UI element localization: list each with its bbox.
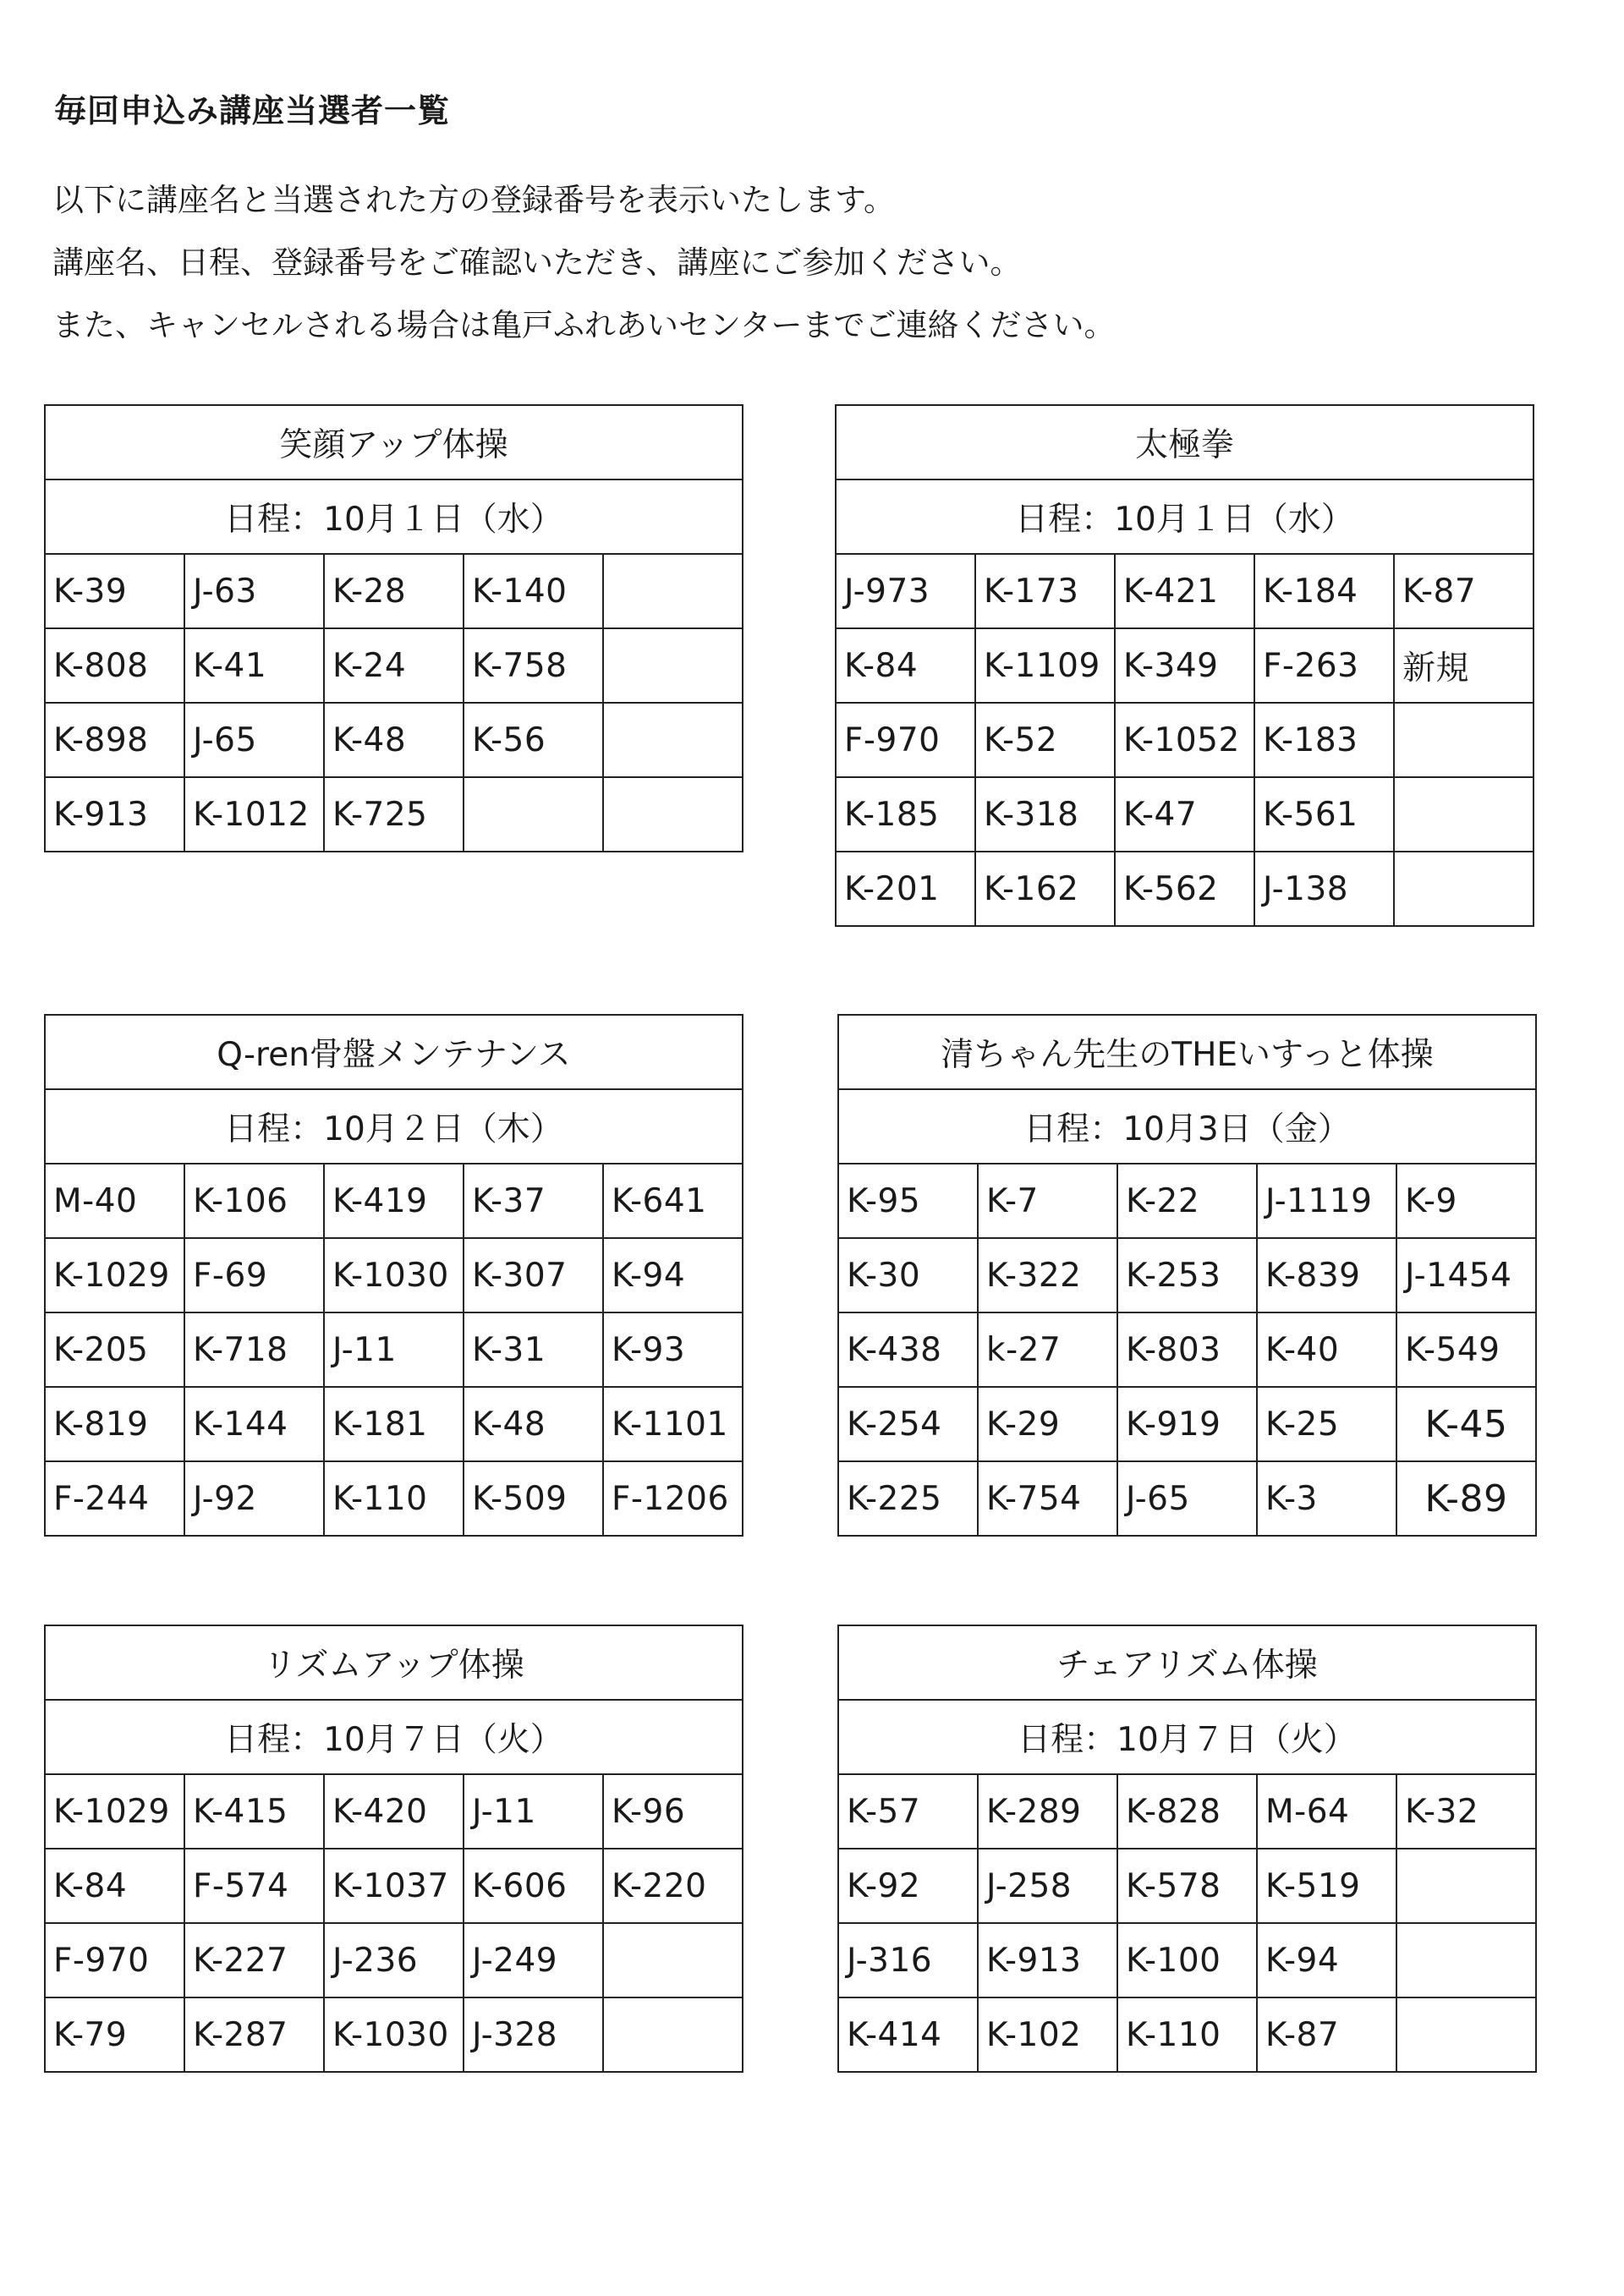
registration-number: K-106 bbox=[184, 1164, 324, 1238]
registration-number: J-63 bbox=[184, 554, 324, 628]
table-row bbox=[45, 1849, 743, 1923]
registration-number: K-420 bbox=[324, 1774, 464, 1849]
course-table-the-isutto bbox=[837, 1014, 1537, 1537]
table-row bbox=[45, 1997, 743, 2072]
registration-number: K-32 bbox=[1396, 1774, 1536, 1849]
registration-number: K-110 bbox=[1117, 1997, 1257, 2072]
table-row bbox=[836, 852, 1533, 926]
registration-number: K-47 bbox=[1115, 777, 1254, 852]
table-row bbox=[838, 1997, 1536, 2072]
course-table-egao-up bbox=[44, 404, 743, 852]
registration-number: K-181 bbox=[324, 1387, 464, 1461]
registration-number: K-254 bbox=[838, 1387, 978, 1461]
empty-cell bbox=[603, 1997, 743, 2072]
course-name: 清ちゃん先生のTHEいすっと体操 bbox=[838, 1015, 1536, 1089]
registration-number: K-438 bbox=[838, 1312, 978, 1387]
registration-number: K-349 bbox=[1115, 628, 1254, 703]
empty-cell bbox=[464, 777, 603, 852]
table-row bbox=[838, 1387, 1536, 1461]
registration-number: J-236 bbox=[324, 1923, 464, 1997]
registration-number: J-65 bbox=[1117, 1461, 1257, 1536]
course-date: 日程：10月２日（木） bbox=[45, 1089, 743, 1164]
course-date: 日程：10月１日（水） bbox=[45, 479, 743, 554]
registration-number: K-48 bbox=[464, 1387, 603, 1461]
registration-number: K-421 bbox=[1115, 554, 1254, 628]
registration-number: K-162 bbox=[975, 852, 1115, 926]
registration-number: K-913 bbox=[45, 777, 184, 852]
table-row bbox=[838, 1312, 1536, 1387]
registration-number: K-100 bbox=[1117, 1923, 1257, 1997]
registration-number: K-9 bbox=[1396, 1164, 1536, 1238]
table-row bbox=[45, 1238, 743, 1312]
course-date: 日程：10月７日（火） bbox=[45, 1700, 743, 1774]
table-row bbox=[45, 777, 743, 852]
table-row bbox=[45, 1312, 743, 1387]
registration-number: K-79 bbox=[45, 1997, 184, 2072]
course-name: リズムアップ体操 bbox=[45, 1625, 743, 1700]
registration-number: K-898 bbox=[45, 703, 184, 777]
registration-number: K-561 bbox=[1254, 777, 1394, 852]
intro-line: 以下に講座名と当選された方の登録番号を表示いたします。 bbox=[52, 182, 896, 218]
empty-cell bbox=[603, 703, 743, 777]
table-row bbox=[836, 703, 1533, 777]
page-title: 毎回申込み講座当選者一覧 bbox=[54, 92, 451, 129]
table-row bbox=[45, 1387, 743, 1461]
table-row bbox=[838, 1849, 1536, 1923]
registration-number: K-95 bbox=[838, 1164, 978, 1238]
course-date: 日程：10月3日（金） bbox=[838, 1089, 1536, 1164]
registration-number: K-93 bbox=[603, 1312, 743, 1387]
registration-number: J-316 bbox=[838, 1923, 978, 1997]
registration-number: K-94 bbox=[1257, 1923, 1396, 1997]
registration-number: K-40 bbox=[1257, 1312, 1396, 1387]
empty-cell bbox=[603, 628, 743, 703]
registration-number: K-641 bbox=[603, 1164, 743, 1238]
registration-number: K-549 bbox=[1396, 1312, 1536, 1387]
registration-number: K-819 bbox=[45, 1387, 184, 1461]
registration-number: J-1454 bbox=[1396, 1238, 1536, 1312]
registration-number: F-244 bbox=[45, 1461, 184, 1536]
registration-number: K-57 bbox=[838, 1774, 978, 1849]
registration-number: K-318 bbox=[975, 777, 1115, 852]
registration-number: F-574 bbox=[184, 1849, 324, 1923]
empty-cell bbox=[1396, 1923, 1536, 1997]
registration-number: K-1029 bbox=[45, 1238, 184, 1312]
registration-number: K-803 bbox=[1117, 1312, 1257, 1387]
registration-number: K-414 bbox=[838, 1997, 978, 2072]
registration-number: K-28 bbox=[324, 554, 464, 628]
registration-number: K-1037 bbox=[324, 1849, 464, 1923]
registration-number: K-7 bbox=[978, 1164, 1117, 1238]
table-row bbox=[45, 1461, 743, 1536]
empty-cell bbox=[1394, 777, 1533, 852]
registration-number: J-65 bbox=[184, 703, 324, 777]
table-row bbox=[45, 1164, 743, 1238]
registration-number: K-56 bbox=[464, 703, 603, 777]
registration-number: K-322 bbox=[978, 1238, 1117, 1312]
registration-number: F-69 bbox=[184, 1238, 324, 1312]
registration-number: K-1052 bbox=[1115, 703, 1254, 777]
registration-number: K-39 bbox=[45, 554, 184, 628]
registration-number: K-185 bbox=[836, 777, 975, 852]
table-row bbox=[838, 1923, 1536, 1997]
registration-number: K-31 bbox=[464, 1312, 603, 1387]
registration-number: K-225 bbox=[838, 1461, 978, 1536]
course-table-taikyokuken bbox=[835, 404, 1534, 927]
intro-text bbox=[52, 169, 1116, 357]
table-row bbox=[838, 1164, 1536, 1238]
registration-number: K-606 bbox=[464, 1849, 603, 1923]
registration-number: K-509 bbox=[464, 1461, 603, 1536]
registration-number: K-84 bbox=[836, 628, 975, 703]
registration-number: K-41 bbox=[184, 628, 324, 703]
registration-number: K-758 bbox=[464, 628, 603, 703]
registration-number: K-140 bbox=[464, 554, 603, 628]
registration-number: K-718 bbox=[184, 1312, 324, 1387]
registration-number: K-29 bbox=[978, 1387, 1117, 1461]
registration-number: K-92 bbox=[838, 1849, 978, 1923]
empty-cell bbox=[1394, 852, 1533, 926]
registration-number: 新規 bbox=[1394, 628, 1533, 703]
course-table-qren bbox=[44, 1014, 743, 1537]
registration-number: K-22 bbox=[1117, 1164, 1257, 1238]
course-table-rhythm-up bbox=[44, 1625, 743, 2073]
registration-number: M-40 bbox=[45, 1164, 184, 1238]
registration-number: K-201 bbox=[836, 852, 975, 926]
empty-cell bbox=[1396, 1849, 1536, 1923]
registration-number: J-328 bbox=[464, 1997, 603, 2072]
table-row bbox=[45, 703, 743, 777]
table-row bbox=[45, 1923, 743, 1997]
intro-line: 講座名、日程、登録番号をご確認いただき、講座にご参加ください。 bbox=[52, 244, 1022, 281]
registration-number: K-173 bbox=[975, 554, 1115, 628]
registration-number: K-102 bbox=[978, 1997, 1117, 2072]
registration-number: K-24 bbox=[324, 628, 464, 703]
registration-number: K-89 bbox=[1396, 1461, 1536, 1536]
registration-number: K-87 bbox=[1394, 554, 1533, 628]
registration-number: K-913 bbox=[978, 1923, 1117, 1997]
registration-number: K-919 bbox=[1117, 1387, 1257, 1461]
registration-number: k-27 bbox=[978, 1312, 1117, 1387]
registration-number: K-94 bbox=[603, 1238, 743, 1312]
empty-cell bbox=[1396, 1997, 1536, 2072]
table-row bbox=[836, 554, 1533, 628]
course-name: チェアリズム体操 bbox=[838, 1625, 1536, 1700]
table-row bbox=[836, 628, 1533, 703]
registration-number: K-96 bbox=[603, 1774, 743, 1849]
registration-number: K-1101 bbox=[603, 1387, 743, 1461]
registration-number: K-48 bbox=[324, 703, 464, 777]
empty-cell bbox=[603, 554, 743, 628]
intro-line: また、キャンセルされる場合は亀戸ふれあいセンターまでご連絡ください。 bbox=[52, 307, 1116, 343]
registration-number: J-11 bbox=[464, 1774, 603, 1849]
empty-cell bbox=[603, 1923, 743, 1997]
registration-number: K-419 bbox=[324, 1164, 464, 1238]
registration-number: K-183 bbox=[1254, 703, 1394, 777]
registration-number: K-3 bbox=[1257, 1461, 1396, 1536]
registration-number: K-289 bbox=[978, 1774, 1117, 1849]
registration-number: K-839 bbox=[1257, 1238, 1396, 1312]
registration-number: K-205 bbox=[45, 1312, 184, 1387]
registration-number: K-1109 bbox=[975, 628, 1115, 703]
registration-number: K-37 bbox=[464, 1164, 603, 1238]
registration-number: F-263 bbox=[1254, 628, 1394, 703]
registration-number: K-725 bbox=[324, 777, 464, 852]
registration-number: K-1030 bbox=[324, 1238, 464, 1312]
registration-number: J-973 bbox=[836, 554, 975, 628]
registration-number: J-249 bbox=[464, 1923, 603, 1997]
registration-number: K-87 bbox=[1257, 1997, 1396, 2072]
registration-number: F-970 bbox=[836, 703, 975, 777]
registration-number: K-307 bbox=[464, 1238, 603, 1312]
course-name: 太極拳 bbox=[836, 405, 1533, 479]
registration-number: F-1206 bbox=[603, 1461, 743, 1536]
registration-number: J-1119 bbox=[1257, 1164, 1396, 1238]
empty-cell bbox=[603, 777, 743, 852]
registration-number: K-227 bbox=[184, 1923, 324, 1997]
registration-number: K-578 bbox=[1117, 1849, 1257, 1923]
registration-number: K-754 bbox=[978, 1461, 1117, 1536]
registration-number: J-11 bbox=[324, 1312, 464, 1387]
registration-number: K-253 bbox=[1117, 1238, 1257, 1312]
registration-number: K-220 bbox=[603, 1849, 743, 1923]
course-date: 日程：10月７日（火） bbox=[838, 1700, 1536, 1774]
registration-number: K-30 bbox=[838, 1238, 978, 1312]
registration-number: K-1012 bbox=[184, 777, 324, 852]
table-row bbox=[838, 1461, 1536, 1536]
registration-number: K-1030 bbox=[324, 1997, 464, 2072]
registration-number: K-828 bbox=[1117, 1774, 1257, 1849]
table-row bbox=[45, 554, 743, 628]
table-row bbox=[45, 1774, 743, 1849]
course-table-chair-rhythm bbox=[837, 1625, 1537, 2073]
registration-number: K-184 bbox=[1254, 554, 1394, 628]
table-row bbox=[838, 1774, 1536, 1849]
registration-number: K-25 bbox=[1257, 1387, 1396, 1461]
registration-number: K-110 bbox=[324, 1461, 464, 1536]
table-row bbox=[838, 1238, 1536, 1312]
course-date: 日程：10月１日（水） bbox=[836, 479, 1533, 554]
registration-number: K-84 bbox=[45, 1849, 184, 1923]
registration-number: K-287 bbox=[184, 1997, 324, 2072]
registration-number: J-258 bbox=[978, 1849, 1117, 1923]
registration-number: J-138 bbox=[1254, 852, 1394, 926]
empty-cell bbox=[1394, 703, 1533, 777]
registration-number: K-45 bbox=[1396, 1387, 1536, 1461]
registration-number: M-64 bbox=[1257, 1774, 1396, 1849]
course-name: 笑顔アップ体操 bbox=[45, 405, 743, 479]
registration-number: K-144 bbox=[184, 1387, 324, 1461]
registration-number: K-562 bbox=[1115, 852, 1254, 926]
registration-number: K-1029 bbox=[45, 1774, 184, 1849]
registration-number: J-92 bbox=[184, 1461, 324, 1536]
registration-number: F-970 bbox=[45, 1923, 184, 1997]
registration-number: K-519 bbox=[1257, 1849, 1396, 1923]
registration-number: K-415 bbox=[184, 1774, 324, 1849]
registration-number: K-808 bbox=[45, 628, 184, 703]
registration-number: K-52 bbox=[975, 703, 1115, 777]
table-row bbox=[45, 628, 743, 703]
table-row bbox=[836, 777, 1533, 852]
course-name: Q-ren骨盤メンテナンス bbox=[45, 1015, 743, 1089]
